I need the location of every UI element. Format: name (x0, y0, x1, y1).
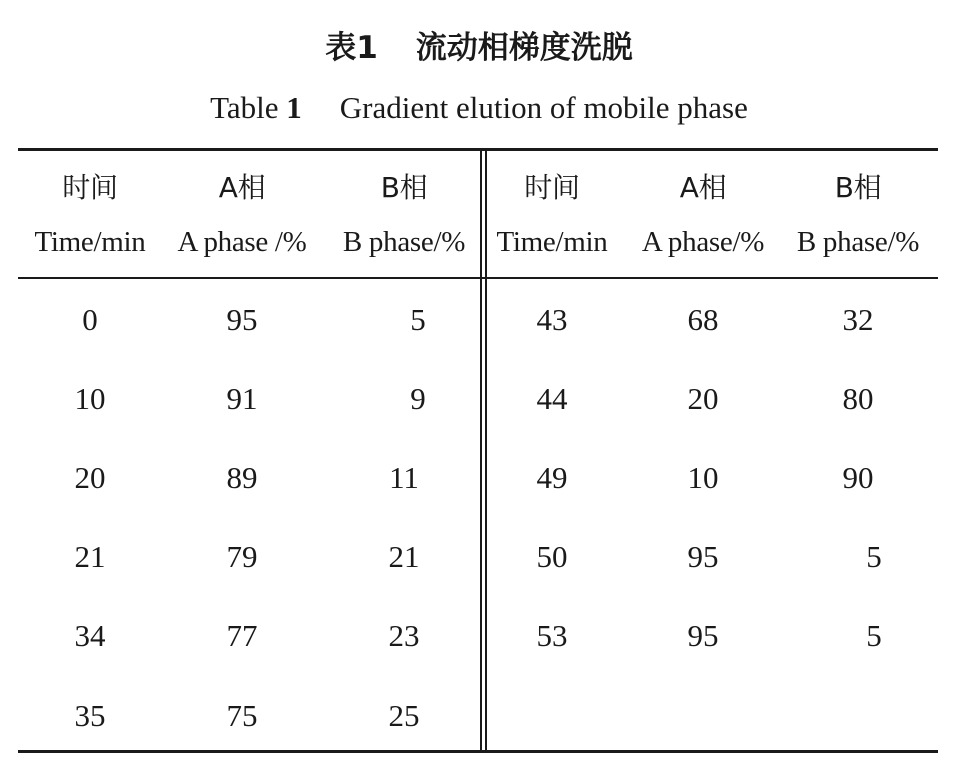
table-cell: 23 (388, 618, 420, 653)
table-title-chinese (0, 28, 958, 68)
table-cell: 32 (842, 302, 874, 337)
table-cell: 11 (389, 460, 419, 495)
table-cell: 21 (388, 539, 420, 574)
table-cell: 53 (536, 618, 568, 653)
column-header-en: A phase/% (641, 226, 765, 258)
column-header-en: B phase/% (342, 226, 466, 258)
table-cell: 20 (687, 381, 719, 416)
table-cell: 50 (536, 539, 568, 574)
table-cell: 90 (842, 460, 874, 495)
table-cell: 80 (842, 381, 874, 416)
table-cell: 5 (410, 302, 426, 337)
column-header-en: B phase/% (796, 226, 920, 258)
column-header-cn: A相 (218, 171, 266, 204)
title-cn-number: 1 (356, 30, 378, 66)
table-cell: 95 (687, 618, 719, 653)
table-cell: 79 (226, 539, 258, 574)
table-cell: 5 (866, 618, 882, 653)
table-cell: 10 (687, 460, 719, 495)
table-title-english (0, 88, 958, 128)
table-cell: 75 (226, 698, 258, 733)
column-header-en: A phase /% (177, 226, 307, 258)
title-cn-text: 流动相梯度洗脱 (415, 30, 633, 66)
table-cell: 35 (74, 698, 106, 733)
title-en-label: Table (210, 90, 279, 125)
column-header-en: Time/min (34, 226, 146, 258)
column-header-cn: 时间 (62, 171, 118, 204)
table-top-rule (18, 148, 938, 151)
column-header-cn: 时间 (524, 171, 580, 204)
table-cell: 44 (536, 381, 568, 416)
table-cell: 77 (226, 618, 258, 653)
table-cell: 25 (388, 698, 420, 733)
title-en-text: Gradient elution of mobile phase (339, 90, 748, 125)
table-cell: 0 (82, 302, 98, 337)
table-cell: 89 (226, 460, 258, 495)
title-en-number: 1 (286, 90, 302, 125)
table-cell: 95 (687, 539, 719, 574)
table-cell: 21 (74, 539, 106, 574)
table-cell: 34 (74, 618, 106, 653)
table-cell: 5 (866, 539, 882, 574)
table-header-rule (18, 277, 938, 279)
table-cell: 43 (536, 302, 568, 337)
title-cn-label: 表 (325, 30, 357, 66)
table-cell: 68 (687, 302, 719, 337)
table-cell: 20 (74, 460, 106, 495)
column-header-cn: A相 (679, 171, 727, 204)
column-header-cn: B相 (380, 171, 428, 204)
table-cell: 95 (226, 302, 258, 337)
table-cell: 91 (226, 381, 258, 416)
table-bottom-rule (18, 750, 938, 753)
column-header-cn: B相 (834, 171, 882, 204)
table-cell: 9 (410, 381, 426, 416)
table-cell: 10 (74, 381, 106, 416)
table-double-divider-left (480, 151, 482, 750)
table-cell: 49 (536, 460, 568, 495)
column-header-en: Time/min (496, 226, 608, 258)
